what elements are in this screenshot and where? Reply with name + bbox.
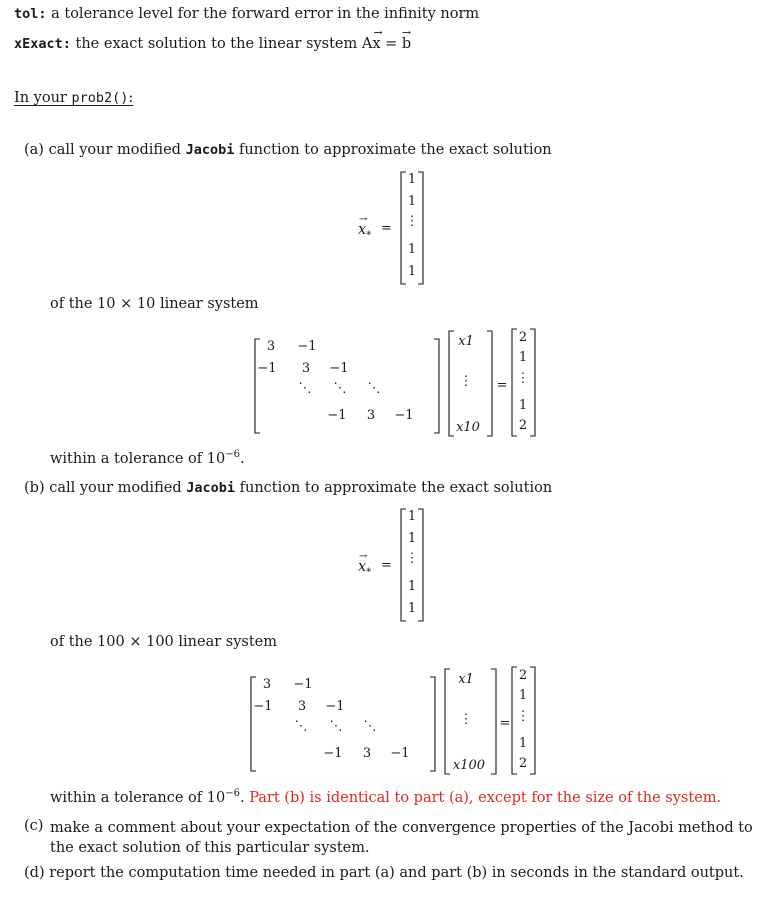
prob-heading-func: prob2() <box>71 90 129 106</box>
x-vec-first: x1 <box>458 334 474 349</box>
part-b-heading <box>24 480 552 496</box>
exact-vec-lhs: → $x_*$ <box>358 214 372 241</box>
part-a-heading <box>24 142 552 158</box>
part-b-tol-prefix: within a tolerance of 10 <box>50 790 226 806</box>
prob-heading <box>14 90 133 106</box>
x-vec-last: x10 <box>456 420 480 435</box>
part-d <box>24 865 744 881</box>
b-vec-entry: 1 <box>518 688 528 703</box>
matrix-entry: −1 <box>297 339 317 354</box>
exact-vec-entry: 1 <box>407 242 417 257</box>
exact-vec-entry: 1 <box>407 579 417 594</box>
param-xexact-b: b <box>401 36 412 52</box>
matrix-entry: 3 <box>297 699 307 714</box>
x-vec-last: x100 <box>452 758 486 773</box>
matrix-entry: 3 <box>301 361 311 376</box>
matrix-ddots: ⋱ <box>367 381 381 396</box>
part-b-note: Part (b) is identical to part (a), except for the size of the system. <box>249 790 722 806</box>
b-vec-entry: 1 <box>518 398 528 413</box>
matrix-entry: −1 <box>257 361 277 376</box>
part-b-tolerance <box>50 790 721 806</box>
x-vec-vdots: ⋮ <box>459 374 473 389</box>
param-xexact <box>14 26 412 52</box>
matrix-entry: −1 <box>325 699 345 714</box>
exact-vec-entry: 1 <box>407 601 417 616</box>
prob-heading-prefix: In your <box>14 90 72 106</box>
exact-vec-eq: = <box>381 221 392 236</box>
part-b-func: Jacobi <box>186 480 235 496</box>
matrix-entry: −1 <box>293 677 313 692</box>
param-xexact-eq: = <box>380 36 402 52</box>
part-c-label: (c) <box>24 818 44 834</box>
matrix-ddots: ⋱ <box>294 719 308 734</box>
exact-vec-entry: ⋮ <box>405 551 419 566</box>
matrix-entry: −1 <box>329 361 349 376</box>
part-a-text-after: function to approximate the exact solution <box>234 142 552 158</box>
exact-vec-entry: ⋮ <box>405 214 419 229</box>
part-a-system-text: of the 10 × 10 linear system <box>50 296 259 312</box>
param-xexact-name: xExact: <box>14 36 71 52</box>
param-xexact-x: x <box>372 36 381 52</box>
part-a-tol-exp: −6 <box>225 449 240 460</box>
part-c-text: make a comment about your expectation of the convergence properties of the Jacobi method to the exact solution of this particular system. <box>50 820 753 856</box>
exact-vec-eq: = <box>381 558 392 573</box>
part-a-func: Jacobi <box>185 142 235 158</box>
param-tol-desc: a tolerance level for the forward error in the infinity norm <box>51 6 480 22</box>
matrix-entry: −1 <box>327 408 347 423</box>
matrix-entry: −1 <box>390 746 410 761</box>
b-vec-entry: 2 <box>518 756 528 771</box>
exact-vec-entry: 1 <box>407 509 417 524</box>
part-b-text-after: function to approximate the exact solution <box>235 480 553 496</box>
b-vec-entry: ⋮ <box>516 371 530 386</box>
vector-arrow-icon: → <box>373 26 383 39</box>
b-vec-entry: 2 <box>518 418 528 433</box>
vector-arrow-icon: → <box>359 214 368 225</box>
part-a-tol-suffix: . <box>239 451 245 467</box>
matrix-entry: 3 <box>366 408 376 423</box>
part-d-text: report the computation time needed in part (a) and part (b) in seconds in the standard output. <box>49 865 744 881</box>
matrix-ddots: ⋱ <box>333 381 347 396</box>
b-vec-entry: 1 <box>518 350 528 365</box>
part-b-label: (b) <box>24 480 45 496</box>
exact-vec-lhs: → $x_*$ <box>358 551 372 578</box>
matrix-entry: −1 <box>394 408 414 423</box>
matrix-ddots: ⋱ <box>363 719 377 734</box>
matrix-entry: 3 <box>362 746 372 761</box>
part-b-system-text: of the 100 × 100 linear system <box>50 634 278 650</box>
matrix-entry: 3 <box>262 677 272 692</box>
matrix-ddots: ⋱ <box>298 381 312 396</box>
exact-vec-entry: 1 <box>407 264 417 279</box>
exact-vec-entry: 1 <box>407 194 417 209</box>
b-vec-eq: = <box>499 716 511 731</box>
matrix-entry: −1 <box>253 699 273 714</box>
x-vec-first: x1 <box>458 672 474 687</box>
vector-arrow-icon: → <box>401 26 412 39</box>
part-a-label: (a) <box>24 142 44 158</box>
part-a-text-before: call your modified <box>48 142 186 158</box>
b-vec-entry: 1 <box>518 736 528 751</box>
exact-vec-entry: 1 <box>407 531 417 546</box>
exact-vec-entry: 1 <box>407 172 417 187</box>
matrix-entry: 3 <box>266 339 276 354</box>
matrix-ddots: ⋱ <box>329 719 343 734</box>
vector-arrow-icon: → <box>359 551 368 562</box>
part-c <box>24 818 754 858</box>
part-a-tolerance <box>50 451 245 467</box>
matrix-entry: −1 <box>323 746 343 761</box>
part-d-label: (d) <box>24 865 45 881</box>
part-b-text-before: call your modified <box>49 480 187 496</box>
b-vec-entry: 2 <box>518 668 528 683</box>
param-tol-name: tol: <box>14 6 47 22</box>
param-xexact-desc: the exact solution to the linear system A <box>75 36 373 52</box>
part-b-tol-exp: −6 <box>225 788 240 799</box>
param-tol <box>14 6 479 22</box>
prob-heading-suffix: : <box>128 90 134 106</box>
b-vec-entry: ⋮ <box>516 709 530 724</box>
part-b-tol-suffix: . <box>239 790 250 806</box>
part-a-tol-prefix: within a tolerance of 10 <box>50 451 226 467</box>
b-vec-entry: 2 <box>518 330 528 345</box>
x-vec-vdots: ⋮ <box>459 712 473 727</box>
b-vec-eq: = <box>496 378 508 393</box>
